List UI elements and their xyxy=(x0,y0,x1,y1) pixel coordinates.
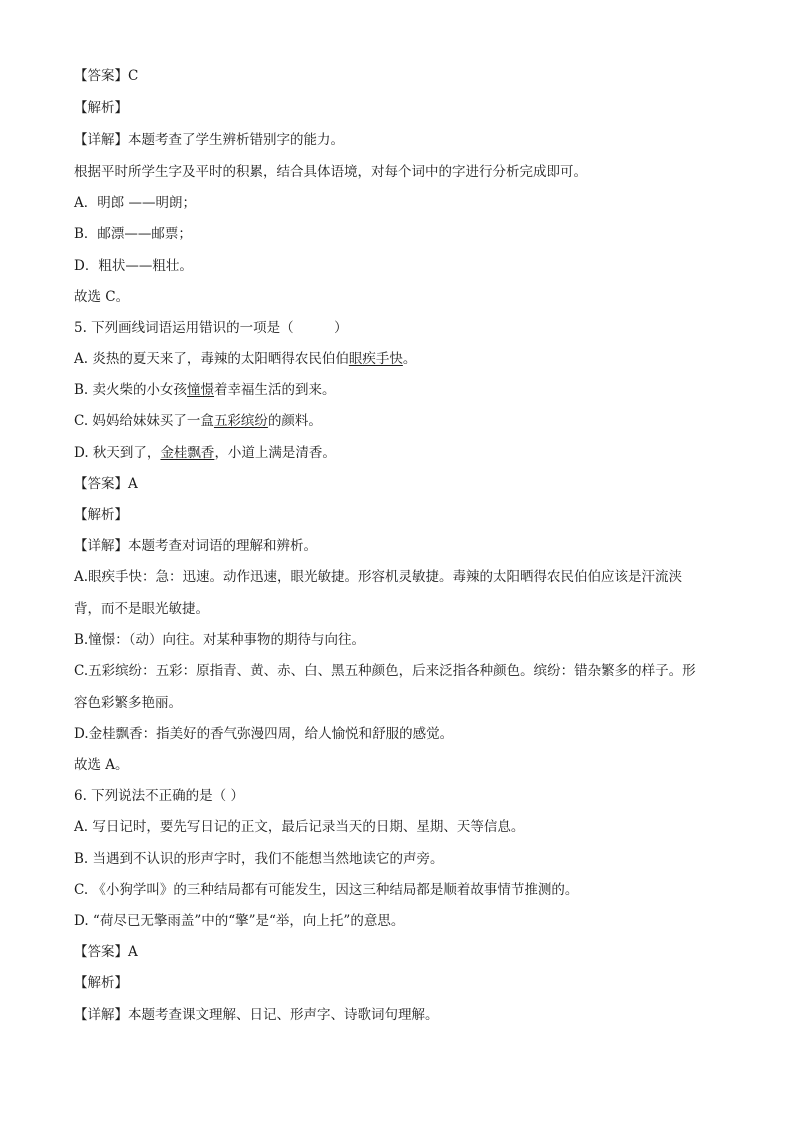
q6-option-c: C. 《小狗学叫》的三种结局都有可能发生，因这三种结局都是顺着故事情节推测的。 xyxy=(74,882,579,898)
q5-option-c-underlined: 五彩缤纷 xyxy=(213,413,268,429)
q5-option-c-text: C. 妈妈给妹妹买了一盒 xyxy=(74,413,214,429)
q5-explain-d: D.金桂飘香：指美好的香气弥漫四周，给人愉悦和舒服的感觉。 xyxy=(74,726,454,742)
q5-explain-a-line1: A.眼疾手快：急：迅速。动作迅速，眼光敏捷。形容机灵敏捷。毒辣的太阳晒得农民伯伯应该是汗流浃 xyxy=(74,569,683,585)
q6-answer: 【答案】A xyxy=(74,944,138,960)
q5-option-c-tail: 的颜料。 xyxy=(267,413,322,429)
q5-explain-a-line2: 背，而不是眼光敏捷。 xyxy=(74,601,209,617)
q5-explain-c-line2: 容色彩繁多艳丽。 xyxy=(74,695,182,711)
q5-option-d-underlined: 金桂飘香 xyxy=(160,445,215,461)
q4-item-b: B．邮漂——邮票； xyxy=(74,226,192,242)
q5-option-a-underlined: 眼疾手快 xyxy=(348,351,403,367)
q5-choice: 故选 A。 xyxy=(74,757,129,773)
q4-item-d: D．粗状——粗壮。 xyxy=(74,258,193,274)
q5-option-b-tail: 着幸福生活的到来。 xyxy=(214,382,336,398)
q6-stem: 6. 下列说法不正确的是（ ） xyxy=(74,788,244,804)
q5-option-d-tail: ，小道上满是清香。 xyxy=(214,445,336,461)
q5-option-d xyxy=(74,443,734,463)
q5-option-b xyxy=(74,380,734,400)
q6-option-a: A. 写日记时，要先写日记的正文，最后记录当天的日期、星期、天等信息。 xyxy=(74,819,525,835)
q5-option-b-underlined: 憧憬 xyxy=(187,382,215,398)
q5-option-b-text: B. 卖火柴的小女孩 xyxy=(74,382,188,398)
q5-explain-c-line1: C.五彩缤纷：五彩：原指青、黄、赤、白、黑五种颜色，后来泛指各种颜色。缤纷：错杂繁多的样子。形 xyxy=(74,663,696,679)
q5-option-d-text: D. 秋天到了， xyxy=(74,445,161,461)
q4-choice: 故选 C。 xyxy=(74,289,130,305)
q5-option-a xyxy=(74,349,734,369)
q5-stem: 5. 下列画线词语运用错识的一项是（ ） xyxy=(74,320,348,336)
q5-detail: 【详解】本题考查对词语的理解和辨析。 xyxy=(74,538,317,554)
q4-explanation: 根据平时所学生字及平时的积累，结合具体语境，对每个词中的字进行分析完成即可。 xyxy=(74,164,587,180)
q6-analysis-heading: 【解析】 xyxy=(74,975,128,991)
q4-detail: 【详解】本题考查了学生辨析错别字的能力。 xyxy=(74,132,344,148)
q6-option-d: D. “荷尽已无擎雨盖”中的“擎”是“举，向上托”的意思。 xyxy=(74,913,405,929)
q5-option-c xyxy=(74,411,734,431)
q5-analysis-heading: 【解析】 xyxy=(74,507,128,523)
q6-detail: 【详解】本题考查课文理解、日记、形声字、诗歌词句理解。 xyxy=(74,1007,439,1023)
q5-explain-b: B.憧憬：（动）向往。对某种事物的期待与向往。 xyxy=(74,632,365,648)
q6-option-b: B. 当遇到不认识的形声字时，我们不能想当然地读它的声旁。 xyxy=(74,851,444,867)
q4-analysis-heading: 【解析】 xyxy=(74,100,128,116)
q4-answer: 【答案】C xyxy=(74,68,139,84)
q5-option-a-text: A. 炎热的夏天来了，毒辣的太阳晒得农民伯伯 xyxy=(74,351,349,367)
q5-answer: 【答案】A xyxy=(74,476,138,492)
q5-option-a-tail: 。 xyxy=(402,351,417,367)
q4-item-a: A．明郎 ——明朗； xyxy=(74,195,197,211)
